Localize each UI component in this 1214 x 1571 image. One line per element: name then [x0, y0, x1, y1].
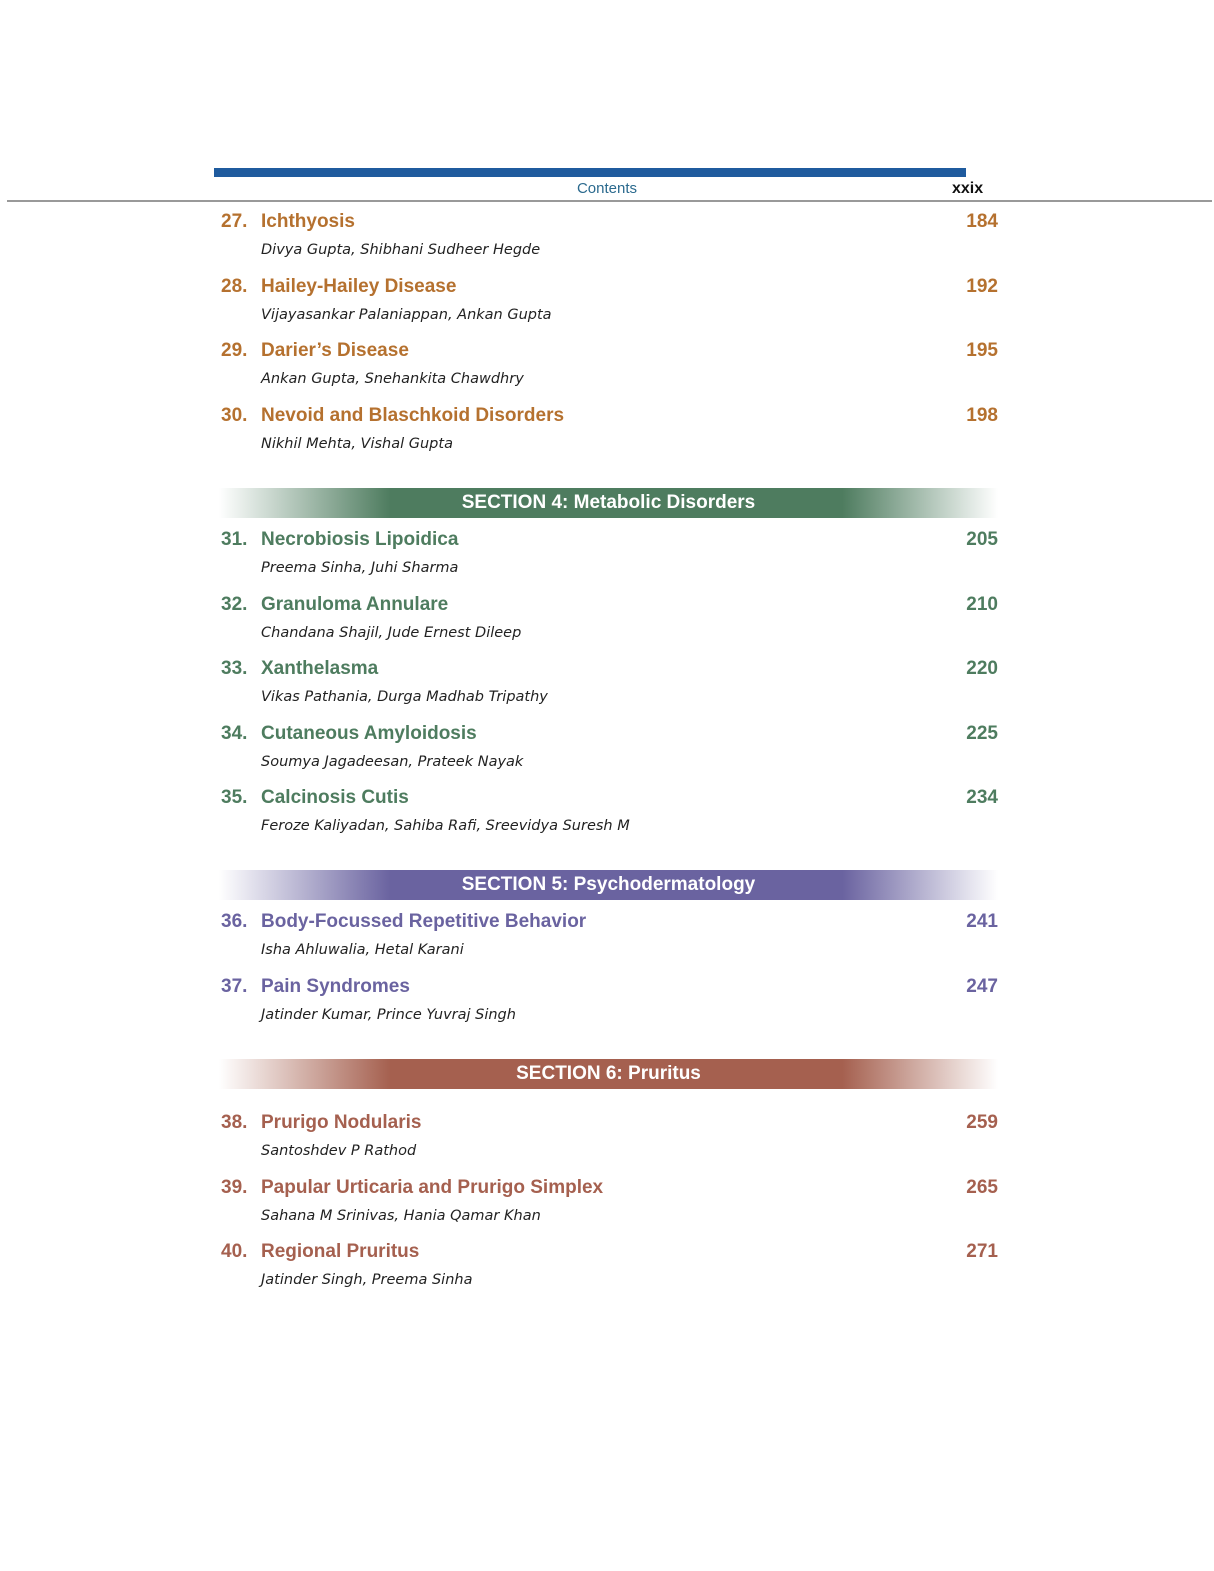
running-title: Contents: [576, 180, 638, 197]
chapter-authors: Chandana Shajil, Jude Ernest Dileep: [261, 624, 522, 641]
chapter-authors: Preema Sinha, Juhi Sharma: [261, 560, 459, 576]
chapter-title: Body-Focussed Repetitive Behavior: [261, 911, 587, 932]
chapter-number: 27.: [221, 211, 248, 232]
chapter-authors: Sahana M Srinivas, Hania Qamar Khan: [261, 1207, 541, 1224]
chapter-authors: Ankan Gupta, Snehankita Chawdhry: [261, 371, 524, 387]
toc-entry[interactable]: [221, 1241, 998, 1306]
chapter-number: 34.: [221, 722, 248, 744]
chapter-page: 271: [966, 1241, 998, 1262]
toc-entry[interactable]: [221, 911, 998, 976]
chapter-page: 205: [966, 529, 998, 550]
toc-entry[interactable]: [221, 405, 998, 470]
chapter-page: 198: [966, 404, 998, 426]
chapter-title: Darier’s Disease: [261, 340, 409, 361]
chapter-title: Hailey-Hailey Disease: [261, 275, 457, 297]
chapter-authors: Vikas Pathania, Durga Madhab Tripathy: [261, 689, 548, 705]
chapter-authors: Nikhil Mehta, Vishal Gupta: [261, 435, 453, 452]
toc-entry[interactable]: [221, 340, 998, 405]
chapter-number: 38.: [221, 1112, 248, 1133]
chapter-authors: Soumya Jagadeesan, Prateek Nayak: [261, 753, 524, 770]
chapter-title: Papular Urticaria and Prurigo Simplex: [261, 1176, 604, 1198]
chapter-number: 33.: [221, 658, 248, 679]
chapter-title: Granuloma Annulare: [261, 593, 449, 615]
chapter-title: Ichthyosis: [261, 211, 355, 232]
chapter-title: Regional Pruritus: [261, 1241, 420, 1262]
chapter-title: Xanthelasma: [261, 658, 379, 679]
header-divider: [7, 200, 1212, 202]
chapter-title: Pain Syndromes: [261, 975, 410, 997]
chapter-authors: Feroze Kaliyadan, Sahiba Rafi, Sreevidya Suresh M: [261, 818, 630, 834]
section-heading-4: SECTION 4: Metabolic Disorders: [219, 488, 998, 518]
toc-entry[interactable]: [221, 976, 998, 1041]
toc-entry[interactable]: [221, 276, 998, 341]
chapter-number: 35.: [221, 787, 248, 808]
chapter-number: 37.: [221, 975, 248, 997]
chapter-page: 241: [966, 911, 998, 932]
page-number: xxix: [952, 180, 984, 197]
chapter-page: 247: [966, 975, 998, 997]
toc-entry[interactable]: [221, 594, 998, 659]
chapter-authors: Santoshdev P Rathod: [261, 1143, 417, 1159]
chapter-number: 30.: [221, 404, 248, 426]
toc-entry[interactable]: [221, 1112, 998, 1177]
chapter-authors: Jatinder Singh, Preema Sinha: [261, 1272, 473, 1288]
chapter-number: 40.: [221, 1241, 248, 1262]
toc-entry[interactable]: [221, 723, 998, 788]
chapter-authors: Jatinder Kumar, Prince Yuvraj Singh: [261, 1006, 516, 1023]
chapter-page: 192: [966, 275, 998, 297]
toc-entry[interactable]: [221, 1177, 998, 1242]
chapter-authors: Isha Ahluwalia, Hetal Karani: [261, 942, 464, 958]
chapter-page: 265: [966, 1176, 998, 1198]
chapter-title: Cutaneous Amyloidosis: [261, 722, 477, 744]
toc-entry[interactable]: [221, 211, 998, 276]
chapter-number: 32.: [221, 593, 248, 615]
toc-group-section-3: [221, 211, 998, 469]
section-heading-6: SECTION 6: Pruritus: [219, 1059, 998, 1089]
chapter-title: Prurigo Nodularis: [261, 1112, 422, 1133]
toc-group-section-4: [221, 529, 998, 852]
chapter-page: 184: [966, 211, 998, 232]
chapter-page: 220: [966, 658, 998, 679]
header-color-rule: [214, 168, 966, 177]
chapter-authors: Divya Gupta, Shibhani Sudheer Hegde: [261, 242, 541, 258]
chapter-title: Necrobiosis Lipoidica: [261, 529, 459, 550]
toc-entry[interactable]: [221, 529, 998, 594]
chapter-page: 210: [966, 593, 998, 615]
chapter-page: 234: [966, 787, 998, 808]
toc-entry[interactable]: [221, 658, 998, 723]
chapter-page: 259: [966, 1112, 998, 1133]
chapter-title: Nevoid and Blaschkoid Disorders: [261, 404, 565, 426]
toc-group-section-6: [221, 1112, 998, 1306]
toc-group-section-5: [221, 911, 998, 1040]
chapter-number: 39.: [221, 1176, 248, 1198]
section-heading-5: SECTION 5: Psychodermatology: [219, 870, 998, 900]
chapter-title: Calcinosis Cutis: [261, 787, 409, 808]
chapter-number: 31.: [221, 529, 248, 550]
chapter-number: 29.: [221, 340, 248, 361]
chapter-number: 28.: [221, 275, 248, 297]
chapter-page: 195: [966, 340, 998, 361]
toc-entry[interactable]: [221, 787, 998, 852]
chapter-number: 36.: [221, 911, 248, 932]
chapter-authors: Vijayasankar Palaniappan, Ankan Gupta: [261, 306, 552, 323]
chapter-page: 225: [966, 722, 998, 744]
